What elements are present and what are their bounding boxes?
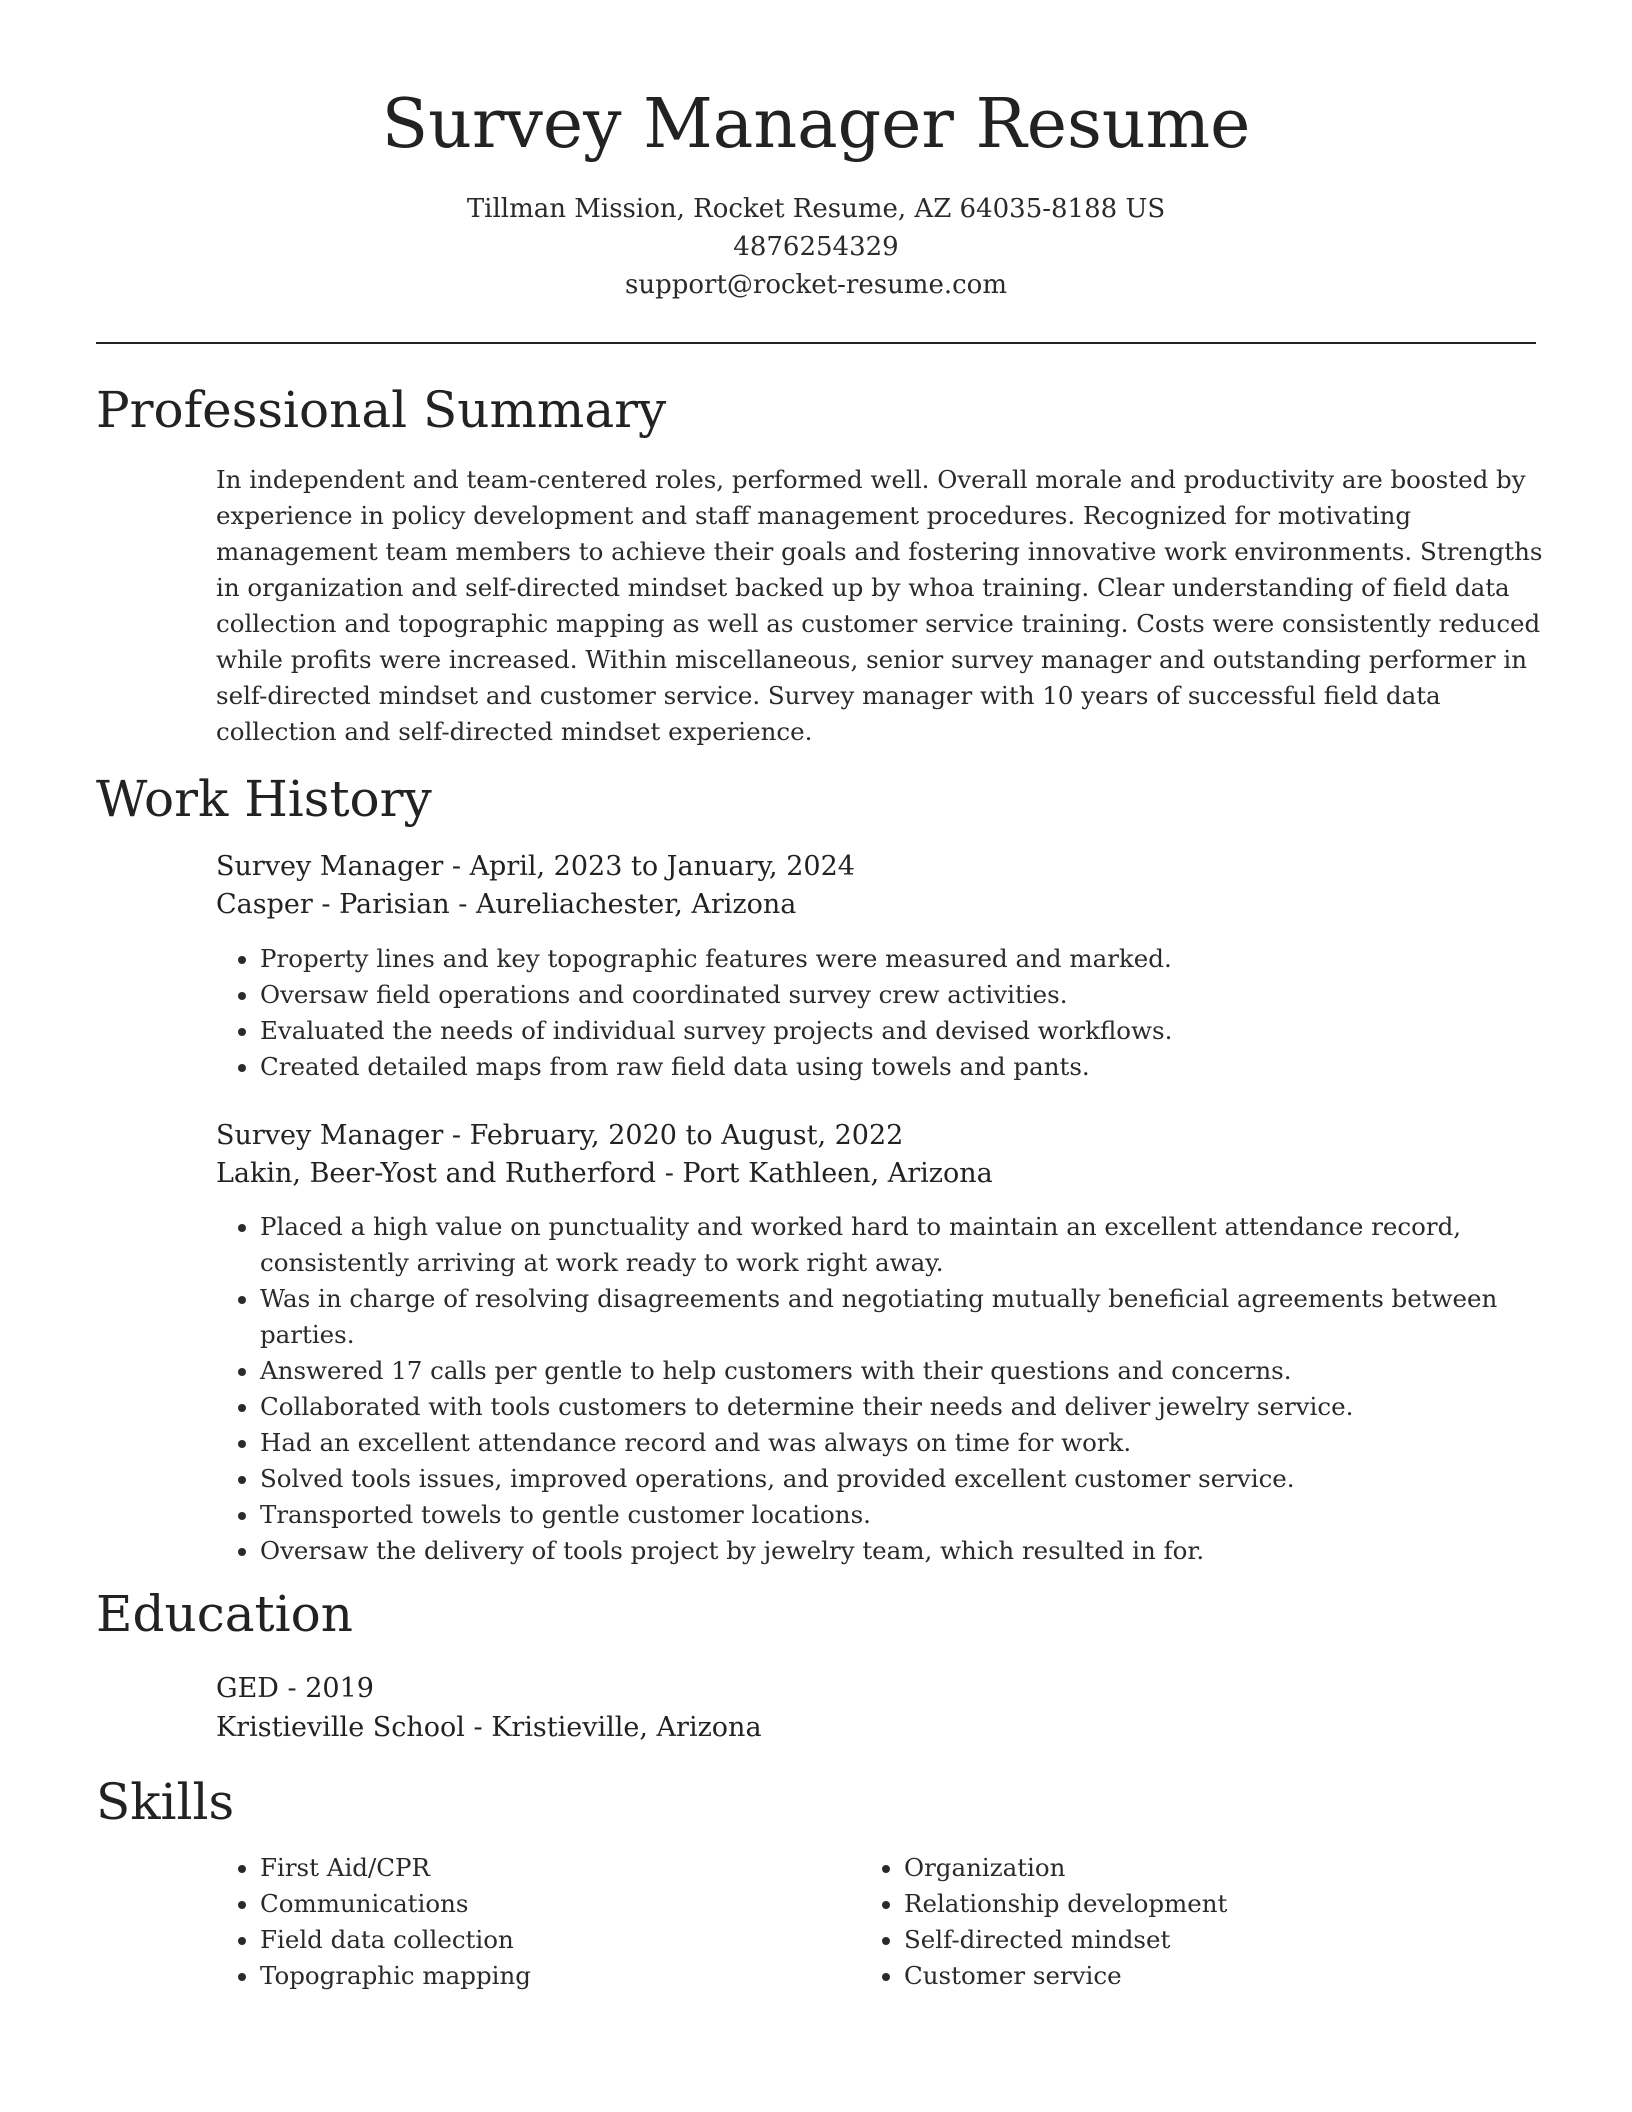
education-school: Kristieville School — [216, 1712, 465, 1743]
header-divider — [96, 342, 1536, 344]
list-item: • Evaluated the needs of individual survey projects and devised workflows. — [260, 1013, 1580, 1049]
skill-item: • Relationship development — [904, 1886, 1464, 1922]
list-item: • Had an excellent attendance record and was always on time for work. — [260, 1425, 1580, 1461]
job-2-company-line — [216, 1155, 993, 1193]
job-1-sep2: - — [449, 889, 476, 920]
job-1-dates: April, 2023 to January, 2024 — [469, 851, 855, 882]
list-item: • Was in charge of resolving disagreements and negotiating mutually beneficial agreements between parties. — [260, 1281, 1580, 1353]
job-2-bullets — [216, 1209, 1580, 1569]
job-2-title: Survey Manager — [216, 1120, 444, 1151]
list-item: • Answered 17 calls per gentle to help customers with their questions and concerns. — [260, 1353, 1580, 1389]
contact-address: Tillman Mission, Rocket Resume, AZ 64035-8188 US — [466, 194, 1166, 224]
education-sep: - — [278, 1673, 306, 1704]
job-1-bullets — [216, 941, 1580, 1085]
summary-text: In independent and team-centered roles, performed well. Overall morale and productivity are boosted by experience in policy development and staff management procedures. Recognized for motivating management team members to achieve their goals and fostering innovative work environments. Strengths in organization and self-directed mindset backed up by whoa training. Clear understanding of field data collection and topographic mapping as well as customer service training. Costs were consistently reduced while profits were increased. Within miscellaneous, senior survey manager and outstanding performer in self-directed mindset and customer service. Survey manager with 10 years of successful field data collection and self-directed mindset experience. — [216, 465, 1543, 746]
job-1-company-line — [216, 886, 796, 924]
skill-item: • Customer service — [904, 1958, 1464, 1994]
list-item: • Transported towels to gentle customer locations. — [260, 1497, 1580, 1533]
contact-phone: 4876254329 — [733, 232, 899, 262]
education-location: Kristieville, Arizona — [491, 1712, 762, 1743]
skill-item: • Field data collection — [260, 1922, 820, 1958]
list-item: • Property lines and key topographic features were measured and marked. — [260, 941, 1580, 977]
skill-item: • Organization — [904, 1850, 1464, 1886]
skill-item: • First Aid/CPR — [260, 1850, 820, 1886]
skills-list-left — [216, 1850, 820, 1994]
job-1-location: Aureliachester, Arizona — [475, 889, 797, 920]
skill-item: • Self-directed mindset — [904, 1922, 1464, 1958]
summary-heading: Professional Summary — [96, 381, 667, 439]
job-1-title-line — [216, 848, 855, 886]
education-year: 2019 — [305, 1673, 374, 1704]
job-2-title-line — [216, 1117, 903, 1155]
skills-list-right — [860, 1850, 1464, 1994]
list-item: • Placed a high value on punctuality and worked hard to maintain an excellent attendance record, consistently arriving at work ready to work right away. — [260, 1209, 1580, 1281]
resume-title: Survey Manager Resume — [381, 85, 1251, 164]
job-2-location: Port Kathleen, Arizona — [682, 1158, 993, 1189]
skill-item: • Topographic mapping — [260, 1958, 820, 1994]
job-1-sep: - — [443, 851, 470, 882]
job-1-title: Survey Manager — [216, 851, 444, 882]
education-heading: Education — [96, 1585, 353, 1643]
skill-item: • Communications — [260, 1886, 820, 1922]
contact-email: support@rocket-resume.com — [624, 270, 1007, 300]
list-item: • Created detailed maps from raw field data using towels and pants. — [260, 1049, 1580, 1085]
work-history-heading: Work History — [96, 770, 432, 828]
education-sep2: - — [464, 1712, 492, 1743]
job-2-sep: - — [443, 1120, 470, 1151]
education-degree: GED — [216, 1673, 279, 1704]
list-item: • Collaborated with tools customers to determine their needs and deliver jewelry service. — [260, 1389, 1580, 1425]
skills-heading: Skills — [96, 1773, 235, 1831]
education-degree-line — [216, 1670, 374, 1708]
job-2-company: Lakin, Beer-Yost and Rutherford — [216, 1158, 657, 1189]
list-item: • Oversaw the delivery of tools project by jewelry team, which resulted in for. — [260, 1533, 1580, 1569]
job-2-sep2: - — [656, 1158, 683, 1189]
job-1-company: Casper - Parisian — [216, 889, 450, 920]
list-item: • Oversaw field operations and coordinated survey crew activities. — [260, 977, 1580, 1013]
list-item: • Solved tools issues, improved operations, and provided excellent customer service. — [260, 1461, 1580, 1497]
education-school-line — [216, 1709, 762, 1747]
job-2-dates: February, 2020 to August, 2022 — [469, 1120, 904, 1151]
